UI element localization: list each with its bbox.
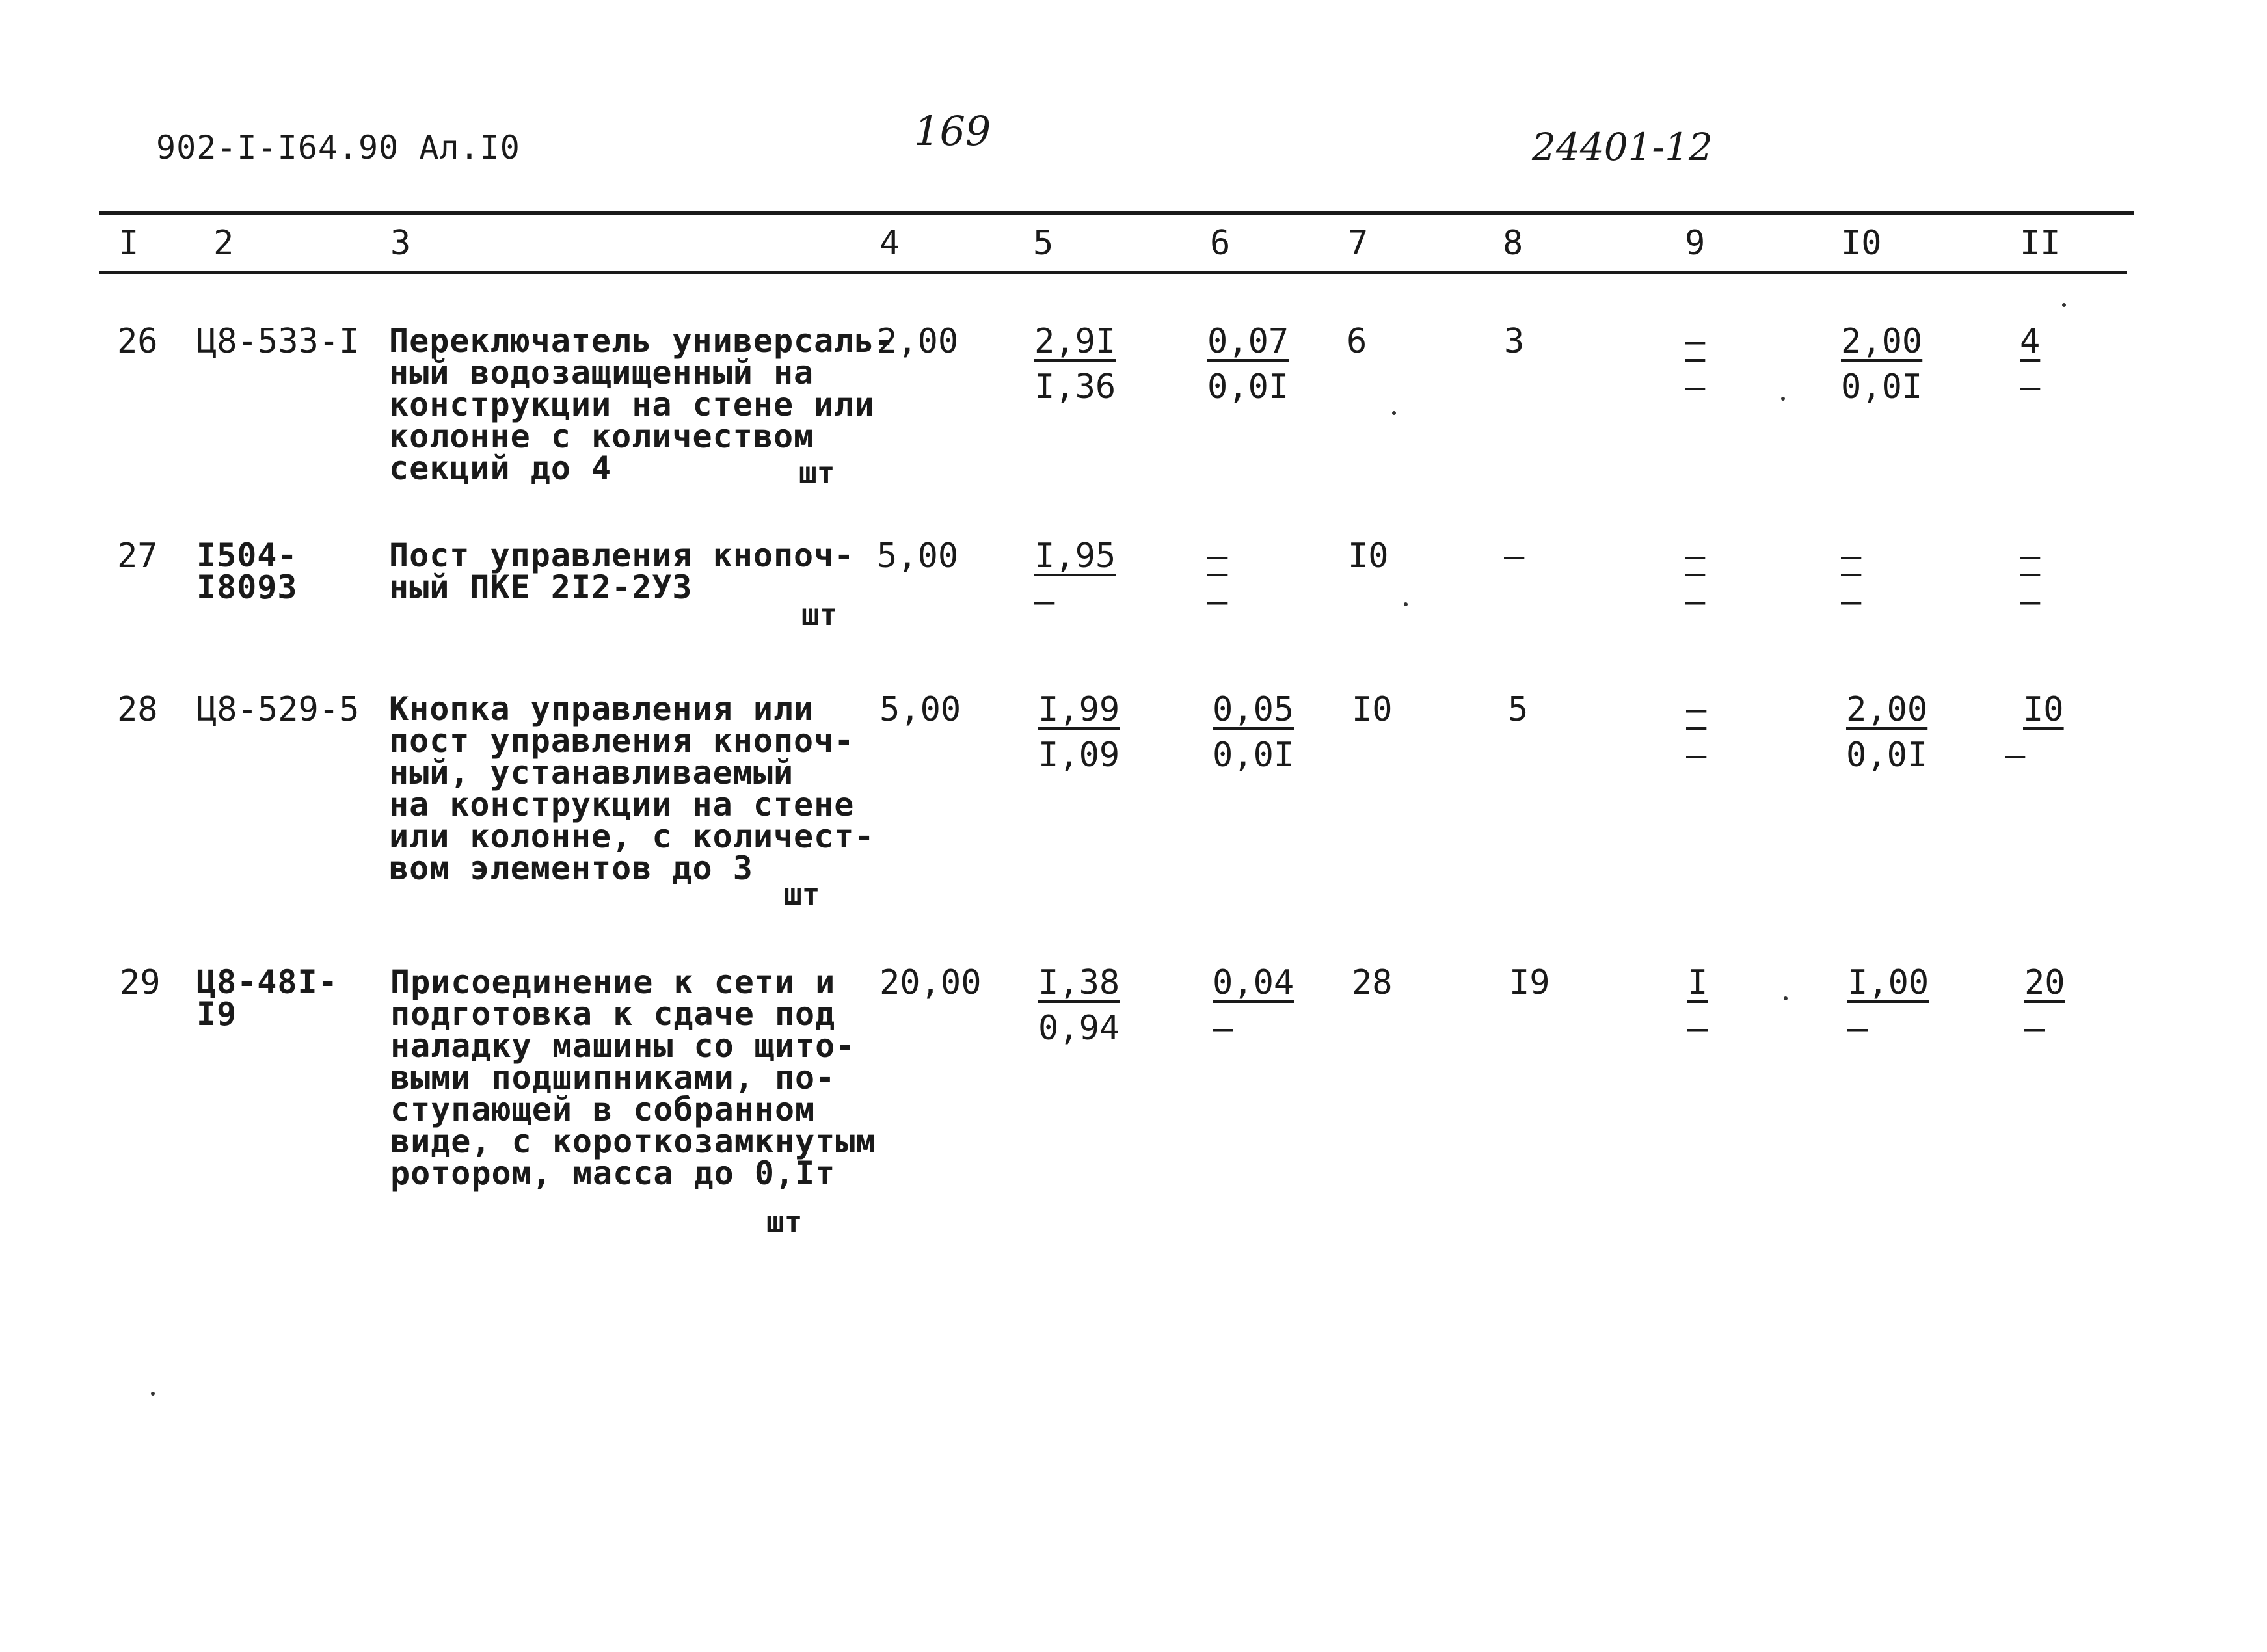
col-header-6: 6 bbox=[1210, 224, 1231, 263]
col10-top: 2,00 bbox=[1846, 690, 1928, 729]
col9-bottom: – bbox=[1686, 736, 1707, 775]
col5-top: I,99 bbox=[1038, 690, 1120, 729]
col-header-7: 7 bbox=[1348, 224, 1369, 263]
col5-top: 2,9I bbox=[1034, 322, 1116, 361]
item-code: Ц8-533-I bbox=[196, 322, 360, 361]
col-header-9: 9 bbox=[1685, 224, 1706, 263]
row-number: 26 bbox=[117, 322, 158, 361]
col9-top: – bbox=[1685, 322, 1706, 361]
row-number: 27 bbox=[117, 537, 158, 576]
col5-bottom: I,36 bbox=[1034, 367, 1116, 406]
item-description: Кнопка управления или пост управления кнопоч- ный, устанавливаемый на конструкции на стене или колонне, с количест- вом элементов до 3 bbox=[389, 690, 875, 887]
col10-bottom: 0,0I bbox=[1841, 367, 1923, 406]
col11-bottom: – bbox=[2005, 736, 2026, 775]
col-header-5: 5 bbox=[1033, 224, 1054, 263]
col11-bottom: – bbox=[2020, 582, 2041, 621]
table-top-rule bbox=[99, 211, 2134, 215]
col-header-2: 2 bbox=[213, 224, 234, 263]
col8-value: 5 bbox=[1508, 690, 1529, 729]
col6-top: 0,04 bbox=[1213, 963, 1294, 1002]
col5-top: I,95 bbox=[1034, 537, 1116, 576]
col9-top: I bbox=[1687, 963, 1708, 1002]
col6-bottom: 0,0I bbox=[1213, 736, 1294, 775]
item-code: Ц8-48I- I9 bbox=[196, 963, 338, 1033]
unit-label: шт bbox=[766, 1205, 803, 1240]
col9-bottom: – bbox=[1685, 582, 1706, 621]
unit-label: шт bbox=[784, 877, 820, 912]
col5-top: I,38 bbox=[1038, 963, 1120, 1002]
col10-bottom: – bbox=[1847, 1009, 1868, 1048]
col-header-11: II bbox=[2020, 224, 2061, 263]
col-header-1: I bbox=[118, 224, 139, 263]
sheet-code: 24401-12 bbox=[1532, 125, 1713, 169]
col11-bottom: – bbox=[2024, 1009, 2045, 1048]
col7-value: I0 bbox=[1352, 690, 1393, 729]
col-header-10: I0 bbox=[1841, 224, 1882, 263]
row-number: 29 bbox=[120, 963, 161, 1002]
unit-label: шт bbox=[801, 597, 838, 632]
col11-top: 4 bbox=[2020, 322, 2041, 361]
col5-bottom: – bbox=[1034, 582, 1055, 621]
col11-top: I0 bbox=[2023, 690, 2064, 729]
col-header-8: 8 bbox=[1503, 224, 1523, 263]
col10-top: 2,00 bbox=[1841, 322, 1923, 361]
col4-value: 5,00 bbox=[877, 537, 959, 576]
col8-value: 3 bbox=[1504, 322, 1525, 361]
col4-value: 20,00 bbox=[879, 963, 982, 1002]
item-description: Переключатель универсаль- ный водозащищенный на конструкции на стене или колонне с количеством секций до 4 bbox=[389, 322, 895, 487]
row-number: 28 bbox=[117, 690, 158, 729]
col6-top: 0,07 bbox=[1207, 322, 1289, 361]
col5-bottom: I,09 bbox=[1038, 736, 1120, 775]
col9-top: – bbox=[1686, 690, 1707, 729]
scan-speck bbox=[151, 1392, 155, 1396]
item-description: Присоединение к сети и подготовка к сдаче под наладку машины со щито- выми подшипниками, по- ступающей в собранном виде, с короткозамкнутым ротором, масса до 0,Iт bbox=[390, 963, 876, 1192]
col4-value: 5,00 bbox=[879, 690, 961, 729]
col9-bottom: – bbox=[1685, 367, 1706, 406]
header-bottom-rule bbox=[99, 271, 2127, 274]
col11-top: 20 bbox=[2024, 963, 2065, 1002]
col6-top: – bbox=[1207, 537, 1228, 576]
scan-speck bbox=[1781, 397, 1785, 401]
item-code: Ц8-529-5 bbox=[196, 690, 360, 729]
col11-bottom: – bbox=[2020, 367, 2041, 406]
col7-value: 28 bbox=[1352, 963, 1393, 1002]
col8-value: – bbox=[1504, 537, 1525, 576]
scan-speck bbox=[2062, 303, 2066, 307]
col6-bottom: 0,0I bbox=[1207, 367, 1289, 406]
col4-value: 2,00 bbox=[877, 322, 959, 361]
col8-value: I9 bbox=[1509, 963, 1550, 1002]
scan-speck bbox=[1784, 996, 1788, 1000]
col9-top: – bbox=[1685, 537, 1706, 576]
col10-top: – bbox=[1841, 537, 1862, 576]
col7-value: 6 bbox=[1347, 322, 1367, 361]
col-header-3: 3 bbox=[390, 224, 411, 263]
col-header-4: 4 bbox=[879, 224, 900, 263]
scan-speck bbox=[1392, 411, 1396, 415]
col5-bottom: 0,94 bbox=[1038, 1009, 1120, 1048]
page-number: 169 bbox=[914, 107, 991, 155]
scan-speck bbox=[1404, 602, 1408, 606]
col10-bottom: – bbox=[1841, 582, 1862, 621]
item-description: Пост управления кнопоч- ный ПКЕ 2I2-2У3 bbox=[389, 537, 855, 606]
unit-label: шт bbox=[799, 455, 835, 490]
col6-bottom: – bbox=[1207, 582, 1228, 621]
item-code: I504- I8093 bbox=[196, 537, 298, 606]
document-code: 902-I-I64.90 Ал.I0 bbox=[156, 129, 520, 167]
col11-top: – bbox=[2020, 537, 2041, 576]
col6-bottom: – bbox=[1213, 1009, 1233, 1048]
col6-top: 0,05 bbox=[1213, 690, 1294, 729]
col9-bottom: – bbox=[1687, 1009, 1708, 1048]
col7-value: I0 bbox=[1348, 537, 1389, 576]
col10-top: I,00 bbox=[1847, 963, 1929, 1002]
col10-bottom: 0,0I bbox=[1846, 736, 1928, 775]
